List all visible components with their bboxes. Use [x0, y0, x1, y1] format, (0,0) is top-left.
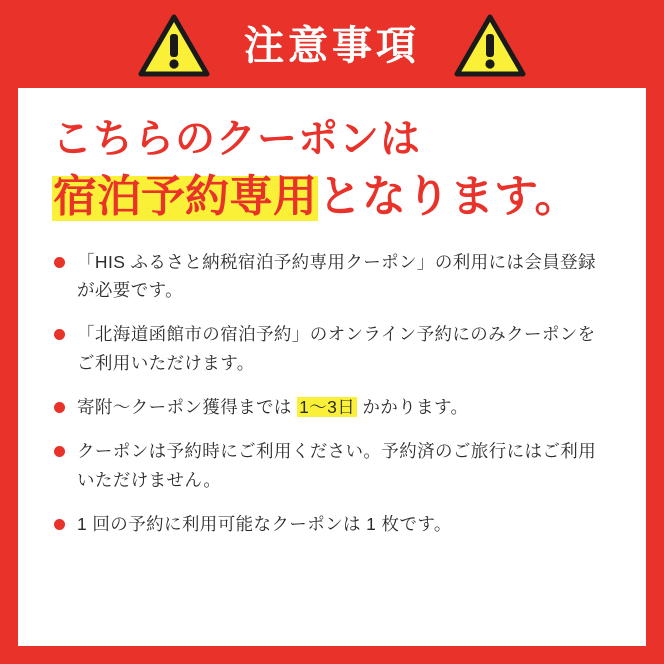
page-title: 注意事項 — [244, 24, 420, 68]
bullet-icon — [54, 402, 65, 413]
list-item-text — [77, 510, 452, 538]
list-item-text — [77, 320, 612, 377]
warning-triangle-icon — [138, 14, 210, 78]
bullet-icon — [54, 446, 65, 457]
headline-line-1: こちらのクーポンは — [52, 117, 421, 161]
list-item — [52, 437, 612, 494]
list-item — [52, 248, 612, 305]
list-item — [52, 320, 612, 377]
note-text-before: 「北海道函館市の宿泊予約」のオンライン予約にのみクーポンをご利用いただけます。 — [77, 324, 596, 373]
notice-card — [18, 88, 646, 646]
list-item — [52, 510, 612, 538]
note-text-after: かかります。 — [357, 396, 469, 417]
bullet-icon — [54, 519, 65, 530]
poster-header — [0, 0, 664, 92]
notes-list — [52, 248, 612, 539]
warning-triangle-icon — [454, 14, 526, 78]
headline-highlight: 宿泊予約専用 — [53, 172, 317, 222]
note-text-before: 寄附〜クーポン獲得までは — [77, 396, 298, 417]
headline-line-2 — [52, 169, 612, 225]
note-text-before: 1 回の予約に利用可能なクーポンは 1 枚です。 — [77, 513, 452, 534]
bullet-icon — [54, 257, 65, 268]
note-text-before: クーポンは予約時にご利用ください。予約済のご旅行にはご利用いただけません。 — [77, 441, 597, 490]
note-highlight: 1〜3日 — [299, 396, 356, 417]
list-item-text — [77, 437, 612, 494]
list-item-text — [77, 393, 468, 421]
note-text-before: 「HIS ふるさと納税宿泊予約専用クーポン」の利用には会員登録が必要です。 — [77, 251, 596, 300]
list-item — [52, 393, 612, 421]
headline-line-2-rest: となります。 — [318, 172, 579, 222]
headline — [52, 114, 612, 226]
bullet-icon — [54, 329, 65, 340]
list-item-text — [77, 248, 612, 305]
